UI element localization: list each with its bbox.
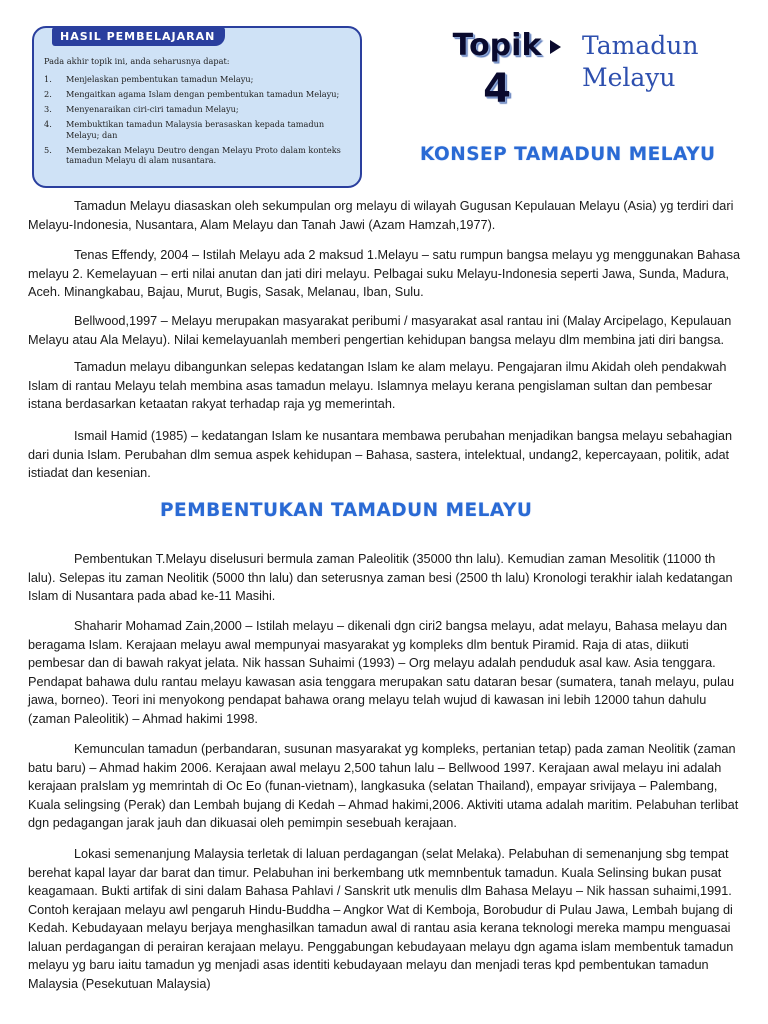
paragraph: Tamadun Melayu diasaskan oleh sekumpulan org melayu di wilayah Gugusan Kepulauan Melayu (Asia) yg terdiri dari Melayu-Indonesia, Nusantara, Alam Melayu dan Tanah Jawi (Azam Hamzah,1977). <box>28 199 734 232</box>
item-number: 3. <box>44 104 52 114</box>
paragraph: Pembentukan T.Melayu diselusuri bermula zaman Paleolitik (35000 thn lalu). Kemudian zaman Mesolitik (11000 th lalu). Selepas itu zaman Neolitik (5000 thn lalu) dan seterusnya zaman besi (2500 th lalu) Kronologi terakhir ialah kedatangan Islam di Nusantara pada abad ke-11 Masihi. <box>28 552 733 603</box>
learning-outcome-item <box>44 119 354 140</box>
topic-title <box>582 30 698 94</box>
learning-outcomes-title: HASIL PEMBELAJARAN <box>52 27 225 46</box>
topic-title-line2: Melayu <box>582 63 676 92</box>
learning-outcomes-intro: Pada akhir topik ini, anda seharusnya dapat: <box>44 56 230 66</box>
paragraph: Tenas Effendy, 2004 – Istilah Melayu ada 2 maksud 1.Melayu – satu rumpun bangsa melayu yg menggunakan Bahasa melayu 2. Kemelayuan – erti nilai anutan dan jati diri melayu. Pelbagai suku Melayu-Indonesia seperti Jawa, Sunda, Madura, Aceh. Minangkabau, Bajau, Murut, Bugis, Sasak, Melanau, Iban, Sulu. <box>28 248 741 299</box>
learning-outcome-item <box>44 89 354 100</box>
paragraph: Tamadun melayu dibangunkan selepas kedatangan Islam ke alam melayu. Pengajaran ilmu Akidah oleh pendakwah Islam di rantau Melayu telah membina asas tamadun melayu. Islamnya melayu kerana pengislaman sultan dan pembesar istana berdasarkan ketaatan rakyat terhadap raja yg memerintah. <box>28 360 727 411</box>
paragraph: Ismail Hamid (1985) – kedatangan Islam ke nusantara membawa perubahan menjadikan bangsa melayu sebahagian dari dunia Islam. Perubahan dlm semua aspek kehidupan – Bahasa, sastera, intelektual, undang2, kepercayaan, politik, adat istiadat dan kesenian. <box>28 429 733 480</box>
item-number: 1. <box>44 74 52 84</box>
learning-outcome-item <box>44 104 354 115</box>
learning-outcomes-box <box>32 26 362 188</box>
item-text: Menyenaraikan ciri-ciri tamadun Melayu; <box>66 104 239 114</box>
topic-number: 4 <box>483 66 511 112</box>
item-text: Mengaitkan agama Islam dengan pembentukan tamadun Melayu; <box>66 89 340 99</box>
item-number: 4. <box>44 119 52 129</box>
topic-badge <box>452 26 542 112</box>
item-text: Membezakan Melayu Deutro dengan Melayu Proto dalam konteks tamadun Melayu di alam nusantara. <box>66 144 341 165</box>
learning-outcome-item <box>44 145 354 166</box>
topic-word: Topik <box>452 28 542 63</box>
paragraph: Lokasi semenanjung Malaysia terletak di laluan perdagangan (selat Melaka). Pelabuhan di semenanjung sbg tempat berehat kapal layar dar barat dan timur. Pelabuhan ini berkembang utk memnbentuk tamadun. Kuala Selinsing bukan pusat keagamaan. Bukti artifak di sini dalam Bahasa Pahlavi / Sanskrit utk menulis dlm Bahasa Melayu – Nik hassan suhaimi,1991. Contoh kerajaan melayu awl pengaruh Hindu-Buddha – Angkor Wat di Kemboja, Borobudur di Pulau Jawa, Lembah bujang di Kedah. Kebudayaan melayu berjaya menghasilkan tamadun awal di rantau asia kerana teknologi mereka mampu menguasai laluan perdagangan di perairan kerajaan melayu. Penggabungan kebudayaan melayu dgn agama islam membentuk tamadun melayu yg baru iaitu tamadun yg menjadi asas identiti kebudayaan melayu dan menjadi teras kpd pembentukan tamadun Malaysia (Pesekutuan Malaysia) <box>28 847 734 991</box>
paragraph: Shaharir Mohamad Zain,2000 – Istilah melayu – dikenali dgn ciri2 bangsa melayu, adat melayu, Bahasa melayu dan beragama Islam. Kerajaan melayu awal mempunyai masyarakat yg kompleks dlm bentuk Piramid. Raja di atas, diikuti pembesar dan di bawah rakyat jelata. Nik hassan Suhaimi (1993) – Org melayu adalah penduduk asal kaw. Asia tenggara. Pendapat bahawa dulu rantau melayu kawasan asia tenggara merupakan satu dataran besar (sumatera, tanah melayu, pulau jawa, borneo). Teori ini menyokong pendapat bahawa orang melayu telah wujud di kawasan ini lebih 12000 tahun dahulu (zaman Paleolitik) – Ahmad hakimi 1998. <box>28 619 735 726</box>
paragraph: Kemunculan tamadun (perbandaran, susunan masyarakat yg kompleks, pertanian tetap) pada zaman Neolitik (zaman batu baru) – Ahmad hakim 2006. Kerajaan awal melayu 2,500 tahun lalu – Bellwood 1997. Kerajaan awal melayu ini adalah kerajaan praIslam yg memrintah di Oc Eo (funan-vietnam), langkasuka (selatan Thailand), empayar srivijaya – Palembang, Kuala selingsing (Perak) dan Lembah bujang di Kedah – Ahmad hakimi,2006. Aktiviti utama adalah maritim. Pelabuhan terlibat dgn pedagangan jarak jauh dan dikuasai oleh pemimpin sesebuah kerajaan. <box>28 742 739 830</box>
learning-outcome-item <box>44 74 354 85</box>
paragraph: Bellwood,1997 – Melayu merupakan masyarakat peribumi / masyarakat asal rantau ini (Malay Arcipelago, Kepulauan Melayu atau Ala Melayu). Nilai kemelayuanlah memberi pengertian kehidupan bangsa melayu dlm membina jati diri bangsa. <box>28 314 732 347</box>
item-number: 2. <box>44 89 52 99</box>
topic-title-line1: Tamadun <box>582 31 699 60</box>
section-heading-konsep: KONSEP TAMADUN MELAYU <box>420 144 716 165</box>
item-text: Menjelaskan pembentukan tamadun Melayu; <box>66 74 254 84</box>
learning-outcomes-list <box>44 74 354 170</box>
item-text: Membuktikan tamadun Malaysia berasaskan kepada tamadun Melayu; dan <box>66 119 325 140</box>
arrow-right-icon <box>550 40 561 54</box>
item-number: 5. <box>44 144 52 155</box>
section-heading-pembentukan: PEMBENTUKAN TAMADUN MELAYU <box>160 500 533 521</box>
